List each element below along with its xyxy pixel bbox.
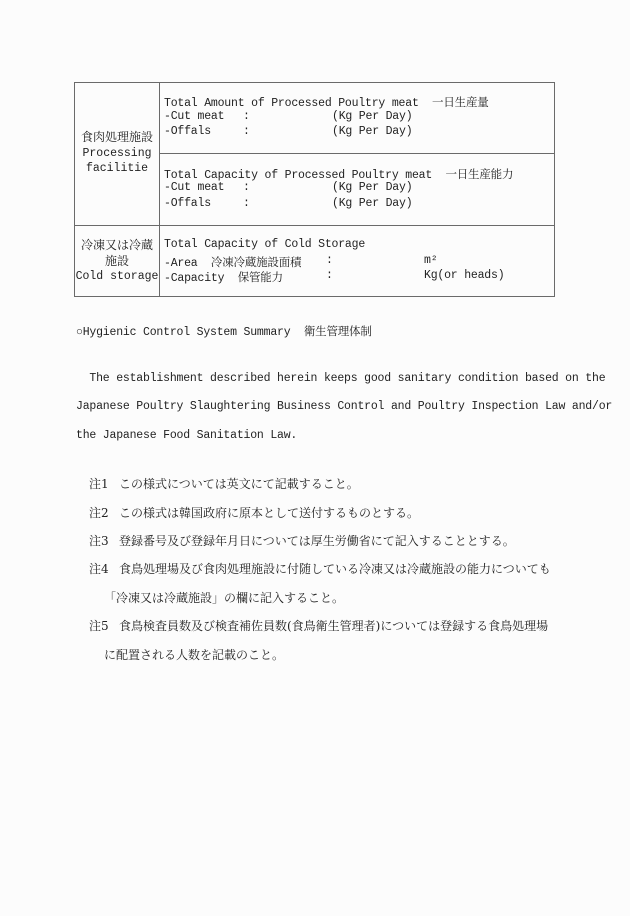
cold-storage-area-sep: : [326, 254, 333, 267]
hygiene-heading: ○Hygienic Control System Summary 衛生管理体制 [76, 326, 372, 339]
cold-storage-capacity-unit: Kg(or heads) [424, 269, 505, 282]
label-jp: 施設 [104, 253, 129, 268]
amount-offals-label: -Offals [164, 125, 211, 138]
note-text: 登録番号及び登録年月日については厚生労働省にて記入することとする。 [119, 534, 515, 548]
amount-offals-sep: : [243, 125, 250, 138]
note-text: 食鳥検査員数及び検査補佐員数(食鳥衛生管理者)については登録する食鳥処理場 [119, 619, 549, 633]
capacity-offals-label: -Offals [164, 197, 211, 210]
label-en: facilitie [85, 162, 149, 175]
capacity-cut-meat-label: -Cut meat [164, 181, 225, 194]
hygiene-paragraph-line: the Japanese Food Sanitation Law. [76, 429, 298, 442]
capacity-title: Total Capacity of Processed Poultry meat 一日生産能力 [164, 169, 514, 182]
note-text: 食鳥処理場及び食肉処理施設に付随している冷凍又は冷蔵施設の能力についても [119, 562, 551, 576]
amount-cut-meat-sep: : [243, 110, 250, 123]
capacity-cut-meat-sep: : [243, 181, 250, 194]
cold-storage-label [75, 238, 159, 285]
capacity-cut-meat-unit: (Kg Per Day) [332, 181, 413, 194]
processing-facility-label [75, 130, 159, 177]
label-jp: 冷凍又は冷蔵 [80, 238, 153, 252]
note-number: 注4 [89, 562, 109, 576]
table-row-divider [74, 225, 555, 226]
note-text-continued: 「冷凍又は冷蔵施設」の欄に記入すること。 [104, 591, 345, 605]
cold-storage-title: Total Capacity of Cold Storage [164, 238, 366, 251]
amount-offals-unit: (Kg Per Day) [332, 125, 413, 138]
table-column-divider [159, 82, 160, 297]
amount-title: Total Amount of Processed Poultry meat 一日生産量 [164, 97, 489, 110]
note-text-continued: に配置される人数を記載のこと。 [104, 648, 285, 662]
note-number: 注5 [89, 619, 109, 633]
cold-storage-area-unit: m² [424, 254, 438, 267]
note-number: 注1 [89, 477, 109, 491]
note-number: 注2 [89, 506, 109, 520]
capacity-offals-sep: : [243, 197, 250, 210]
amount-cut-meat-label: -Cut meat [164, 110, 225, 123]
cold-storage-capacity-sep: : [326, 269, 333, 282]
table-row-divider-inner [159, 153, 555, 154]
hygiene-paragraph-line: Japanese Poultry Slaughtering Business Control and Poultry Inspection Law and/or [76, 400, 613, 413]
label-en: Processing [82, 146, 152, 160]
label-jp: 食肉処理施設 [80, 130, 153, 144]
cold-storage-capacity-label: -Capacity 保管能力 [164, 272, 283, 285]
label-en: Cold storage [75, 270, 159, 283]
capacity-offals-unit: (Kg Per Day) [332, 197, 413, 210]
hygiene-paragraph-line: The establishment described herein keeps good sanitary condition based on the [76, 372, 606, 385]
cold-storage-area-label: -Area 冷凍冷蔵施設面積 [164, 257, 302, 270]
note-text: この様式は韓国政府に原本として送付するものとする。 [119, 506, 420, 520]
amount-cut-meat-unit: (Kg Per Day) [332, 110, 413, 123]
note-number: 注3 [89, 534, 109, 548]
note-text: この様式については英文にて記載すること。 [119, 477, 359, 491]
